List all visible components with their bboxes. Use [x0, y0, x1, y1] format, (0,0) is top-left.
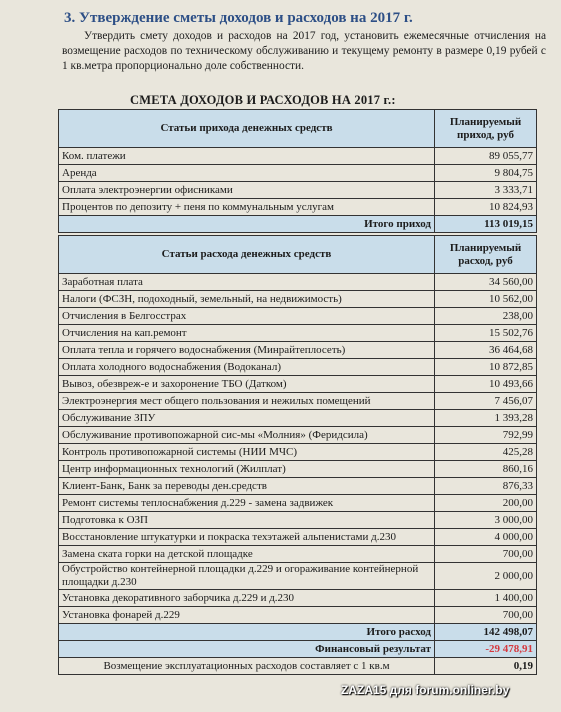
expense-total-value: 142 498,07 [435, 624, 537, 641]
expense-row-value: 10 562,00 [435, 291, 537, 308]
income-total-row [59, 216, 537, 233]
income-row-label: Процентов по депозиту + пеня по коммунальным услугам [59, 199, 435, 216]
expense-row-value: 3 000,00 [435, 512, 537, 529]
expense-row-label: Оплата тепла и горячего водоснабжения (Минрайтеплосеть) [59, 342, 435, 359]
expense-row-value: 700,00 [435, 607, 537, 624]
income-header-row [59, 110, 537, 148]
expense-header-label: Статьи расхода денежных средств [59, 236, 435, 274]
expense-row [59, 427, 537, 444]
expense-row-label: Клиент-Банк, Банк за переводы ден.средств [59, 478, 435, 495]
expense-row [59, 359, 537, 376]
income-row [59, 199, 537, 216]
expense-row-value: 876,33 [435, 478, 537, 495]
expense-total-row [59, 624, 537, 641]
expense-row [59, 546, 537, 563]
watermark: ZAZA15 для forum.onliner.by [341, 683, 510, 697]
financial-result-label: Финансовый результат [59, 641, 435, 658]
expense-rows [59, 274, 537, 624]
expense-row-label: Замена ската горки на детской площадке [59, 546, 435, 563]
expense-header-row [59, 236, 537, 274]
expense-row [59, 607, 537, 624]
expense-row-value: 15 502,76 [435, 325, 537, 342]
financial-result-value: -29 478,91 [435, 641, 537, 658]
expense-row-label: Налоги (ФСЗН, подоходный, земельный, на недвижимость) [59, 291, 435, 308]
expense-row-label: Контроль противопожарной системы (НИИ МЧС) [59, 444, 435, 461]
expense-row-label: Центр информационных технологий (Жилплат) [59, 461, 435, 478]
expense-row-value: 34 560,00 [435, 274, 537, 291]
expense-row [59, 478, 537, 495]
expense-row-label: Установка фонарей д.229 [59, 607, 435, 624]
expense-row-value: 425,28 [435, 444, 537, 461]
expense-row-value: 7 456,07 [435, 393, 537, 410]
expense-row-label: Обслуживание ЗПУ [59, 410, 435, 427]
expense-row-value: 10 493,66 [435, 376, 537, 393]
reimbursement-label: Возмещение эксплуатационных расходов составляет с 1 кв.м [59, 658, 435, 675]
expense-row-value: 792,99 [435, 427, 537, 444]
reimbursement-row [59, 658, 537, 675]
expense-row-label: Обустройство контейнерной площадки д.229 и огораживание контейнерной площадки д.230 [59, 563, 435, 590]
expense-row-value: 1 400,00 [435, 590, 537, 607]
expense-table [58, 235, 537, 675]
expense-row-value: 36 464,68 [435, 342, 537, 359]
expense-row-label: Отчисления на кап.ремонт [59, 325, 435, 342]
expense-row-value: 1 393,28 [435, 410, 537, 427]
expense-row [59, 393, 537, 410]
expense-row-label: Обслуживание противопожарной сис-мы «Молния» (Феридсила) [59, 427, 435, 444]
expense-row [59, 529, 537, 546]
income-total-value: 113 019,15 [435, 216, 537, 233]
income-row-value: 3 333,71 [435, 182, 537, 199]
expense-row [59, 274, 537, 291]
income-row-label: Аренда [59, 165, 435, 182]
expense-row-label: Вывоз, обезвреж-е и захоронение ТБО (Датком) [59, 376, 435, 393]
expense-row [59, 512, 537, 529]
expense-row [59, 376, 537, 393]
expense-row-label: Подготовка к ОЗП [59, 512, 435, 529]
income-total-label: Итого приход [59, 216, 435, 233]
expense-row-value: 2 000,00 [435, 563, 537, 590]
income-row-value: 10 824,93 [435, 199, 537, 216]
income-row [59, 165, 537, 182]
income-row [59, 148, 537, 165]
reimbursement-value: 0,19 [435, 658, 537, 675]
expense-row [59, 325, 537, 342]
income-rows [59, 148, 537, 216]
income-row-value: 9 804,75 [435, 165, 537, 182]
expense-row [59, 342, 537, 359]
expense-row-label: Оплата холодного водоснабжения (Водоканал) [59, 359, 435, 376]
expense-row-label: Электроэнергия мест общего пользования и нежилых помещений [59, 393, 435, 410]
income-row-label: Ком. платежи [59, 148, 435, 165]
expense-row-value: 860,16 [435, 461, 537, 478]
section-heading: 3. Утверждение сметы доходов и расходов на 2017 г. [64, 10, 413, 26]
expense-row-label: Отчисления в Белгосстрах [59, 308, 435, 325]
expense-row-value: 700,00 [435, 546, 537, 563]
expense-row [59, 444, 537, 461]
expense-total-label: Итого расход [59, 624, 435, 641]
expense-row-label: Заработная плата [59, 274, 435, 291]
expense-row [59, 461, 537, 478]
income-header-value: Планируемый приход, руб [435, 110, 537, 148]
expense-row-label: Восстановление штукатурки и покраска техэтажей альпенистами д.230 [59, 529, 435, 546]
expense-row [59, 563, 537, 590]
financial-result-row [59, 641, 537, 658]
expense-row [59, 291, 537, 308]
table-title: СМЕТА ДОХОДОВ И РАСХОДОВ НА 2017 г.: [130, 93, 396, 107]
income-row-label: Оплата электроэнергии офисниками [59, 182, 435, 199]
expense-row-value: 238,00 [435, 308, 537, 325]
income-header-label: Статьи прихода денежных средств [59, 110, 435, 148]
income-row-value: 89 055,77 [435, 148, 537, 165]
income-row [59, 182, 537, 199]
expense-row-value: 4 000,00 [435, 529, 537, 546]
expense-row-value: 10 872,85 [435, 359, 537, 376]
expense-row-label: Установка декоративного заборчика д.229 и д.230 [59, 590, 435, 607]
expense-row-label: Ремонт системы теплоснабжения д.229 - замена задвижек [59, 495, 435, 512]
expense-header-value: Планируемый расход, руб [435, 236, 537, 274]
intro-paragraph: Утвердить смету доходов и расходов на 2017 год, установить ежемесячные отчисления на возмещение расходов по техническому обслуживанию и текущему ремонту в размере 0,19 рубей с 1 кв.метра пропорционально доле собственности. [62, 30, 546, 72]
income-table [58, 109, 537, 233]
expense-row [59, 590, 537, 607]
expense-row-value: 200,00 [435, 495, 537, 512]
expense-row [59, 410, 537, 427]
expense-row [59, 495, 537, 512]
expense-row [59, 308, 537, 325]
